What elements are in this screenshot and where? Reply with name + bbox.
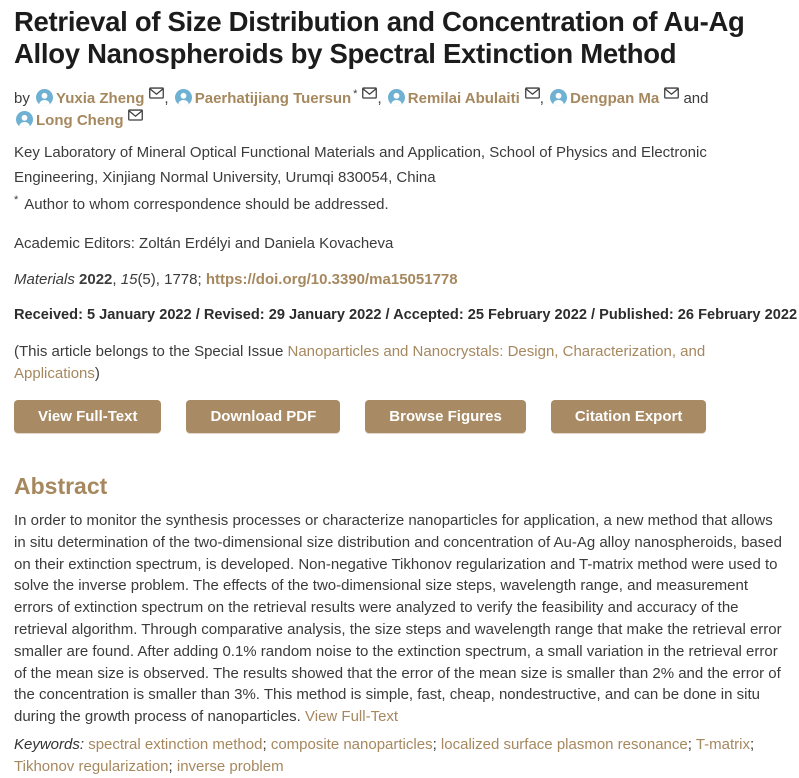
author — [14, 112, 143, 129]
journal-name: Materials — [14, 270, 75, 288]
doi-link[interactable]: https://doi.org/10.3390/ma15051778 — [205, 270, 458, 288]
author-avatar-icon — [16, 111, 33, 128]
author-link[interactable]: Paerhatijiang Tuersun — [194, 90, 352, 108]
special-issue-note — [14, 341, 785, 386]
citation-export-button[interactable]: Citation Export — [551, 400, 707, 433]
email-icon[interactable] — [525, 87, 540, 99]
author-avatar-icon — [36, 89, 53, 106]
citation-issue-pages: (5), 1778; — [137, 270, 206, 288]
author-link[interactable]: Remilai Abulaiti — [407, 90, 520, 108]
view-full-text-link[interactable]: View Full-Text — [305, 708, 399, 726]
special-issue-suffix: ) — [94, 365, 100, 383]
correspondence-note — [14, 192, 785, 216]
academic-editors: Academic Editors: Zoltán Erdélyi and Daniela Kovacheva — [14, 235, 394, 253]
author-separator: and — [679, 90, 709, 108]
author — [34, 90, 173, 107]
abstract-heading: Abstract — [14, 472, 108, 499]
citation-volume: 15 — [120, 270, 138, 288]
citation-separator: , — [112, 270, 121, 288]
keyword-link[interactable]: localized surface plasmon resonance — [440, 735, 688, 753]
author-avatar-icon — [388, 89, 405, 106]
email-icon[interactable] — [664, 87, 679, 99]
keyword-separator: ; — [432, 735, 441, 753]
author-avatar-icon — [175, 89, 192, 106]
author-avatar-icon — [550, 89, 567, 106]
author-link[interactable]: Long Cheng — [36, 112, 124, 130]
citation-line — [14, 269, 785, 292]
view-full-text-button[interactable]: View Full-Text — [14, 400, 161, 433]
abstract-body: In order to monitor the synthesis processes or characterize nanoparticles for application, a new method that allows in situ determination of the two-dimensional size distribution and concentration of Au-Ag alloy nanospheroids, based on their extinction spectrum, is developed. Non-negative Tikhonov regularization and T-matrix method were used to solve the inverse problem. The effects of the two-dimensional size steps, wavelength range, and measurement errors of extinction spectrum on the retrieval results were analyzed to verify the feasibility and accuracy of the retrieval algorithm. Through comparative analysis, the size steps and wavelength range that make the retrieval error smaller are found. After adding 0.1% random noise to the extinction spectrum, a small variation in the retrieval error of the mean size is observed. The results showed that the error of the mean size is smaller than 2% and the error of the concentration is smaller than 3%. This method is simple, fast, cheap, nondestructive, and can be done in situ during the growth process of nanoparticles. — [14, 511, 782, 726]
email-icon[interactable] — [128, 109, 143, 121]
author-separator: , — [377, 90, 386, 108]
special-issue-link[interactable]: Nanoparticles and Nanocrystals: Design, Characterization, and Applications — [14, 342, 706, 383]
keyword-separator: ; — [749, 735, 755, 753]
author — [548, 90, 679, 107]
article-dates: Received: 5 January 2022 / Revised: 29 January 2022 / Accepted: 25 February 2022 / Published: 26 February 2022 — [14, 307, 798, 324]
keywords-line — [14, 734, 785, 778]
affiliation: Key Laboratory of Mineral Optical Functional Materials and Application, School of Physics and Electronic Engineering, Xinjiang Normal University, Urumqi 830054, China — [14, 144, 707, 186]
author-separator: , — [539, 90, 549, 108]
author — [386, 90, 548, 107]
keyword-link[interactable]: composite nanoparticles — [270, 735, 433, 753]
corresponding-author-asterisk: * — [353, 88, 358, 101]
keyword-separator: ; — [262, 735, 271, 753]
author-separator: , — [164, 90, 173, 108]
author — [173, 90, 386, 107]
email-icon[interactable] — [149, 87, 164, 99]
byline-prefix: by — [14, 90, 30, 108]
citation-year: 2022 — [79, 270, 113, 288]
keyword-link[interactable]: Tikhonov regularization — [14, 757, 169, 775]
author-link[interactable]: Dengpan Ma — [570, 90, 660, 108]
download-pdf-button[interactable]: Download PDF — [186, 400, 340, 433]
special-issue-prefix: (This article belongs to the Special Issue — [14, 342, 288, 360]
action-buttons — [14, 400, 785, 433]
keywords-label: Keywords: — [14, 735, 89, 753]
keyword-separator: ; — [168, 757, 177, 775]
keyword-link[interactable]: inverse problem — [176, 757, 284, 775]
email-icon[interactable] — [362, 87, 377, 99]
browse-figures-button[interactable]: Browse Figures — [365, 400, 526, 433]
correspondence-text: Author to whom correspondence should be addressed. — [24, 195, 389, 213]
author-byline — [14, 87, 785, 131]
abstract-text — [14, 510, 785, 728]
correspondence-asterisk: * — [14, 193, 19, 206]
page-title: Retrieval of Size Distribution and Concentration of Au-Ag Alloy Nanospheroids by Spectral Extinction Method — [14, 6, 745, 69]
keyword-separator: ; — [687, 735, 696, 753]
keyword-link[interactable]: spectral extinction method — [88, 735, 263, 753]
author-link[interactable]: Yuxia Zheng — [56, 90, 145, 108]
keyword-link[interactable]: T-matrix — [695, 735, 750, 753]
